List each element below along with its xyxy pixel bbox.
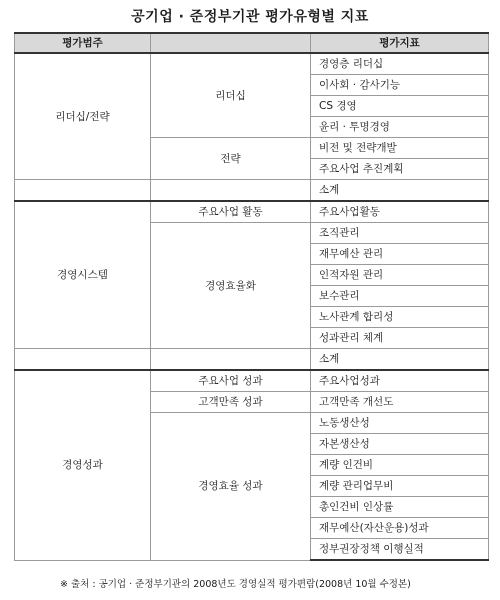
header-empty (151, 33, 311, 53)
indicator-cell: 인적자원 관리 (311, 265, 489, 286)
indicator-cell: 보수관리 (311, 286, 489, 307)
subtotal-row (15, 349, 489, 371)
subcategory-strategy: 전략 (151, 138, 311, 180)
indicator-cell: 윤리 · 투명경영 (311, 117, 489, 138)
indicator-cell: 주요사업성과 (311, 370, 489, 392)
subtotal-label: 소계 (311, 349, 489, 371)
indicator-cell: 자본생산성 (311, 434, 489, 455)
indicator-cell: 주요사업 추진계획 (311, 159, 489, 180)
subcategory-main-performance: 주요사업 성과 (151, 370, 311, 392)
indicator-cell: 정부권장정책 이행실적 (311, 539, 489, 561)
source-note: ※ 출처 : 공기업 · 준정부기관의 2008년도 경영실적 평가편람(2008년 10월 수정본) (60, 579, 411, 590)
indicator-cell: 노사관계 합리성 (311, 307, 489, 328)
indicator-cell: 고객만족 개선도 (311, 392, 489, 413)
indicator-cell: 노동생산성 (311, 413, 489, 434)
table-row (15, 201, 489, 223)
subtotal-label: 소계 (311, 180, 489, 202)
indicator-cell: 재무예산(자산운용)성과 (311, 518, 489, 539)
page-title: 공기업 · 준정부기관 평가유형별 지표 (131, 9, 369, 25)
indicator-cell: 비전 및 전략개발 (311, 138, 489, 159)
table-row (15, 370, 489, 392)
indicator-cell: 계량 인건비 (311, 455, 489, 476)
header-category: 평가범주 (15, 33, 151, 53)
indicator-cell: 경영층 리더십 (311, 53, 489, 75)
indicator-cell: 총인건비 인상률 (311, 497, 489, 518)
header-indicator: 평가지표 (311, 33, 489, 53)
table-row (15, 53, 489, 75)
subtotal-spacer (151, 180, 311, 202)
category-performance: 경영성과 (15, 370, 151, 560)
table-header-row (15, 33, 489, 53)
indicator-cell: 주요사업활동 (311, 201, 489, 223)
category-system: 경영시스템 (15, 201, 151, 349)
indicator-cell: 재무예산 관리 (311, 244, 489, 265)
indicator-cell: 계량 관리업무비 (311, 476, 489, 497)
indicator-cell: CS 경영 (311, 96, 489, 117)
subtotal-spacer (151, 349, 311, 371)
indicator-cell: 조직관리 (311, 223, 489, 244)
subcategory-leadership: 리더십 (151, 53, 311, 138)
subcategory-efficiency-performance: 경영효율 성과 (151, 413, 311, 561)
category-leadership: 리더십/전략 (15, 53, 151, 180)
subtotal-spacer (15, 349, 151, 371)
subcategory-main-activity: 주요사업 활동 (151, 201, 311, 223)
subcategory-efficiency: 경영효율화 (151, 223, 311, 349)
indicator-cell: 성과관리 체계 (311, 328, 489, 349)
subcategory-customer: 고객만족 성과 (151, 392, 311, 413)
evaluation-table (14, 32, 489, 561)
subtotal-row (15, 180, 489, 202)
subtotal-spacer (15, 180, 151, 202)
indicator-cell: 이사회 · 감사기능 (311, 75, 489, 96)
